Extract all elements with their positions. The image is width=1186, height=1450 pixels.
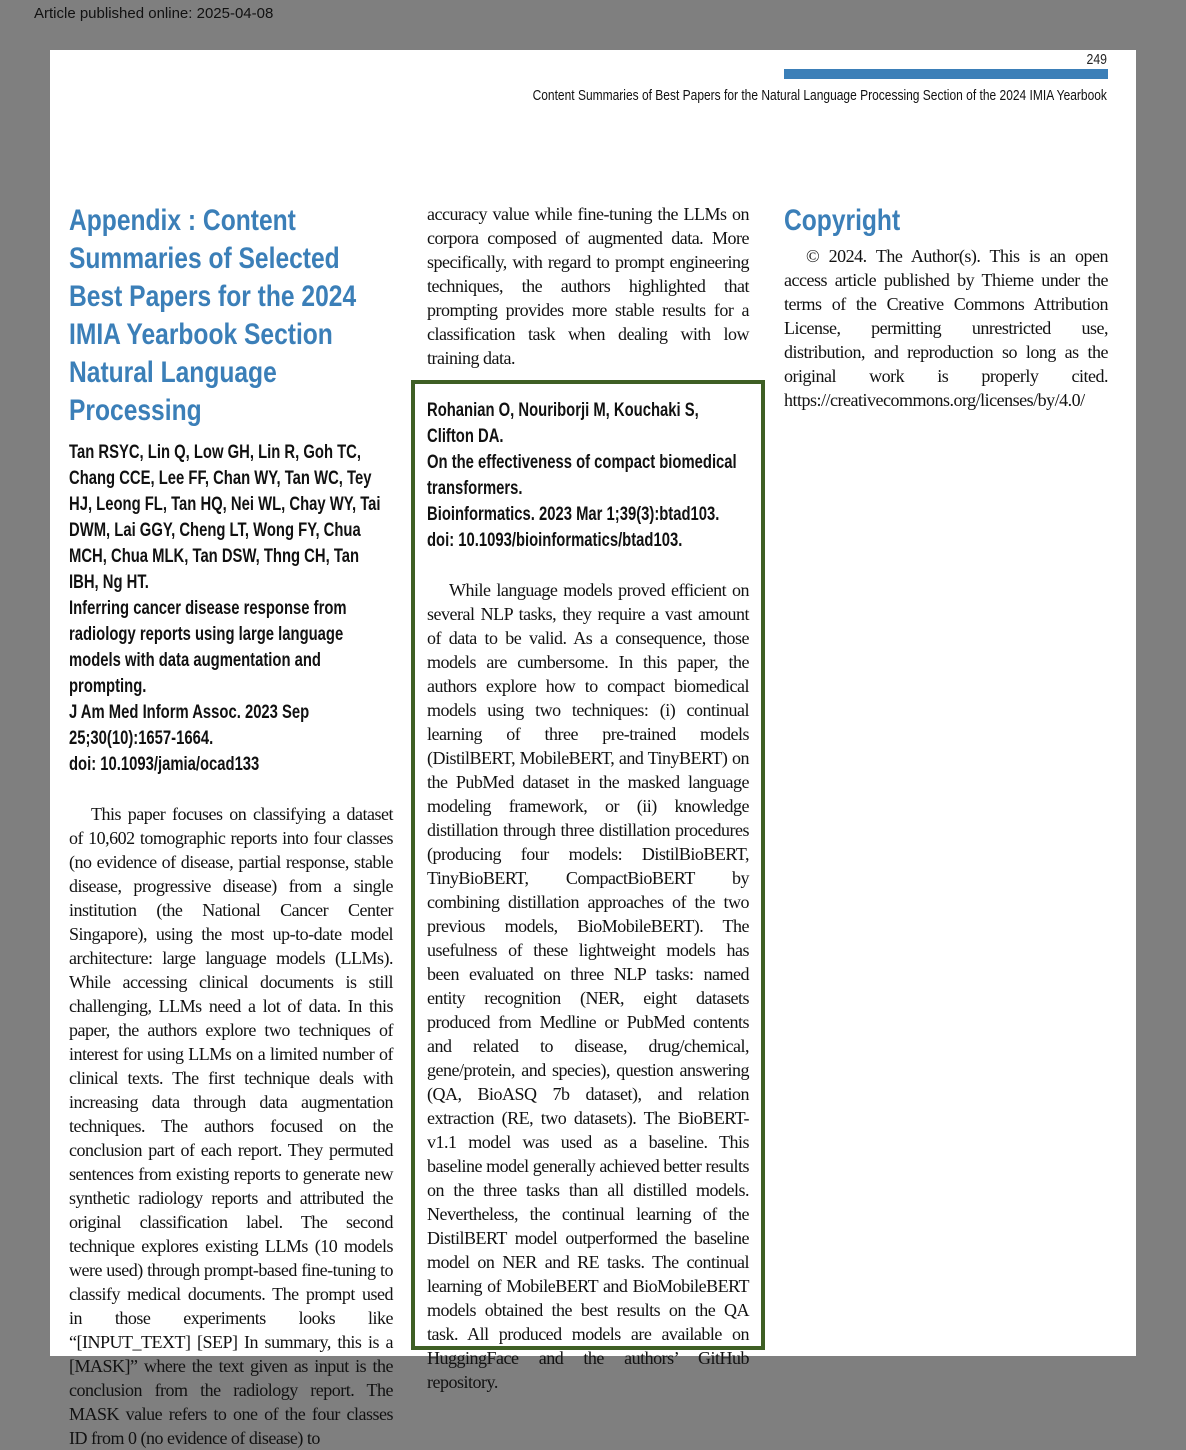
header-accent-bar (784, 69, 1108, 79)
appendix-title: Appendix : Content Summaries of Selected Best Papers for the 2024 IMIA Yearbook Section Natural Language Processing (69, 204, 357, 427)
paper1-title: Inferring cancer disease response from radiology reports using large language models with data augmentation and prompting. (69, 598, 347, 697)
page-number: 249 (1086, 51, 1107, 68)
paper2-citation: Bioinformatics. 2023 Mar 1;39(3):btad103. (427, 504, 720, 525)
column-middle-box-content (427, 398, 749, 1394)
column-middle-top (427, 202, 749, 370)
paper1-doi[interactable]: doi: 10.1093/jamia/ocad133 (69, 754, 260, 775)
paper2-reference (427, 398, 748, 554)
column-right (784, 202, 1108, 412)
paper1-summary-continued: accuracy value while fine-tuning the LLMs on corpora composed of augmented data. More specifically, with regard to prompt engineering techniques, the authors highlighted that prompting provides more stable results for a classification task when dealing with low training data. (427, 204, 749, 368)
paper2-authors: Rohanian O, Nouriborji M, Kouchaki S, Clifton DA. (427, 400, 699, 447)
publication-date-banner: Article published online: 2025-04-08 (34, 5, 274, 22)
paper1-summary: This paper focuses on classifying a dataset of 10,602 tomographic reports into four classes (no evidence of disease, partial response, stable disease, progressive disease) from a single institution (the National Cancer Center Singapore), using the most up-to-date model architecture: large language models (LLMs). While accessing clinical documents is still challenging, LLMs need a lot of data. In this paper, the authors explore two techniques of interest for using LLMs on a limited number of clinical texts. The first technique deals with increasing data through data augmentation techniques. The authors focused on the conclusion part of each report. They permuted sentences from existing reports to generate new synthetic radiology reports and attributed the original classification label. The second technique explores existing LLMs (10 models were used) through prompt-based fine-tuning to classify medical documents. The prompt used in those experiments looks like “[INPUT_TEXT] [SEP] In summary, this is a [MASK]” where the text given as input is the conclusion from the radiology report. The MASK value refers to one of the four classes ID from 0 (no evidence of disease) to (69, 804, 393, 1448)
paper1-authors: Tan RSYC, Lin Q, Low GH, Lin R, Goh TC, Chang CCE, Lee FF, Chan WY, Tan WC, Tey HJ, Leong FL, Tan HQ, Nei WL, Chay WY, Tai DWM, Lai GGY, Cheng LT, Wong FY, Chua MCH, Chua MLK, Tan DSW, Thng CH, Tan IBH, Ng HT. (69, 442, 381, 593)
paper2-title: On the effectiveness of compact biomedical transformers. (427, 452, 737, 499)
copyright-heading: Copyright (784, 204, 901, 237)
running-header: Content Summaries of Best Papers for the Natural Language Processing Section of the 2024 IMIA Yearbook (532, 87, 1107, 104)
column-left (69, 202, 393, 1450)
paper2-summary: While language models proved efficient on several NLP tasks, they require a vast amount of data to be valid. As a consequence, those models are cumbersome. In this paper, the authors explore how to compact biomedical models using two techniques: (i) continual learning of three pre-trained models (DistilBERT, MobileBERT, and TinyBERT) on the PubMed dataset in the masked language modeling framework, or (ii) knowledge distillation through three distillation procedures (producing four models: DistilBioBERT, TinyBioBERT, CompactBioBERT by combining distillation approaches of the two previous models, BioMobileBERT). The usefulness of these lightweight models has been evaluated on three NLP tasks: named entity recognition (NER, eight datasets produced from Medline or PubMed contents and related to disease, drug/chemical, gene/protein, and species), question answering (QA, BioASQ 7b dataset), and relation extraction (RE, two datasets). The BioBERT-v1.1 model was used as a baseline. This baseline model generally achieved better results on the three tasks than all distilled models. Nevertheless, the continual learning of the DistilBERT model outperformed the baseline model on NER and RE tasks. The continual learning of MobileBERT and BioMobileBERT models obtained the best results on the QA task. All produced models are available on HuggingFace and the authors’ GitHub repository. (427, 580, 749, 1392)
paper1-citation: J Am Med Inform Assoc. 2023 Sep 25;30(10):1657-1664. (69, 702, 310, 749)
copyright-text: © 2024. The Author(s). This is an open access article published by Thieme under the terms of the Creative Commons Attribution License, permitting unrestricted use, distribution, and reproduction so long as the original work is properly cited. https://creativecommons.org/licenses/by/4.0/ (784, 246, 1108, 410)
article-page (50, 50, 1136, 1448)
paper2-doi[interactable]: doi: 10.1093/bioinformatics/btad103. (427, 530, 683, 551)
paper1-reference (69, 440, 392, 778)
